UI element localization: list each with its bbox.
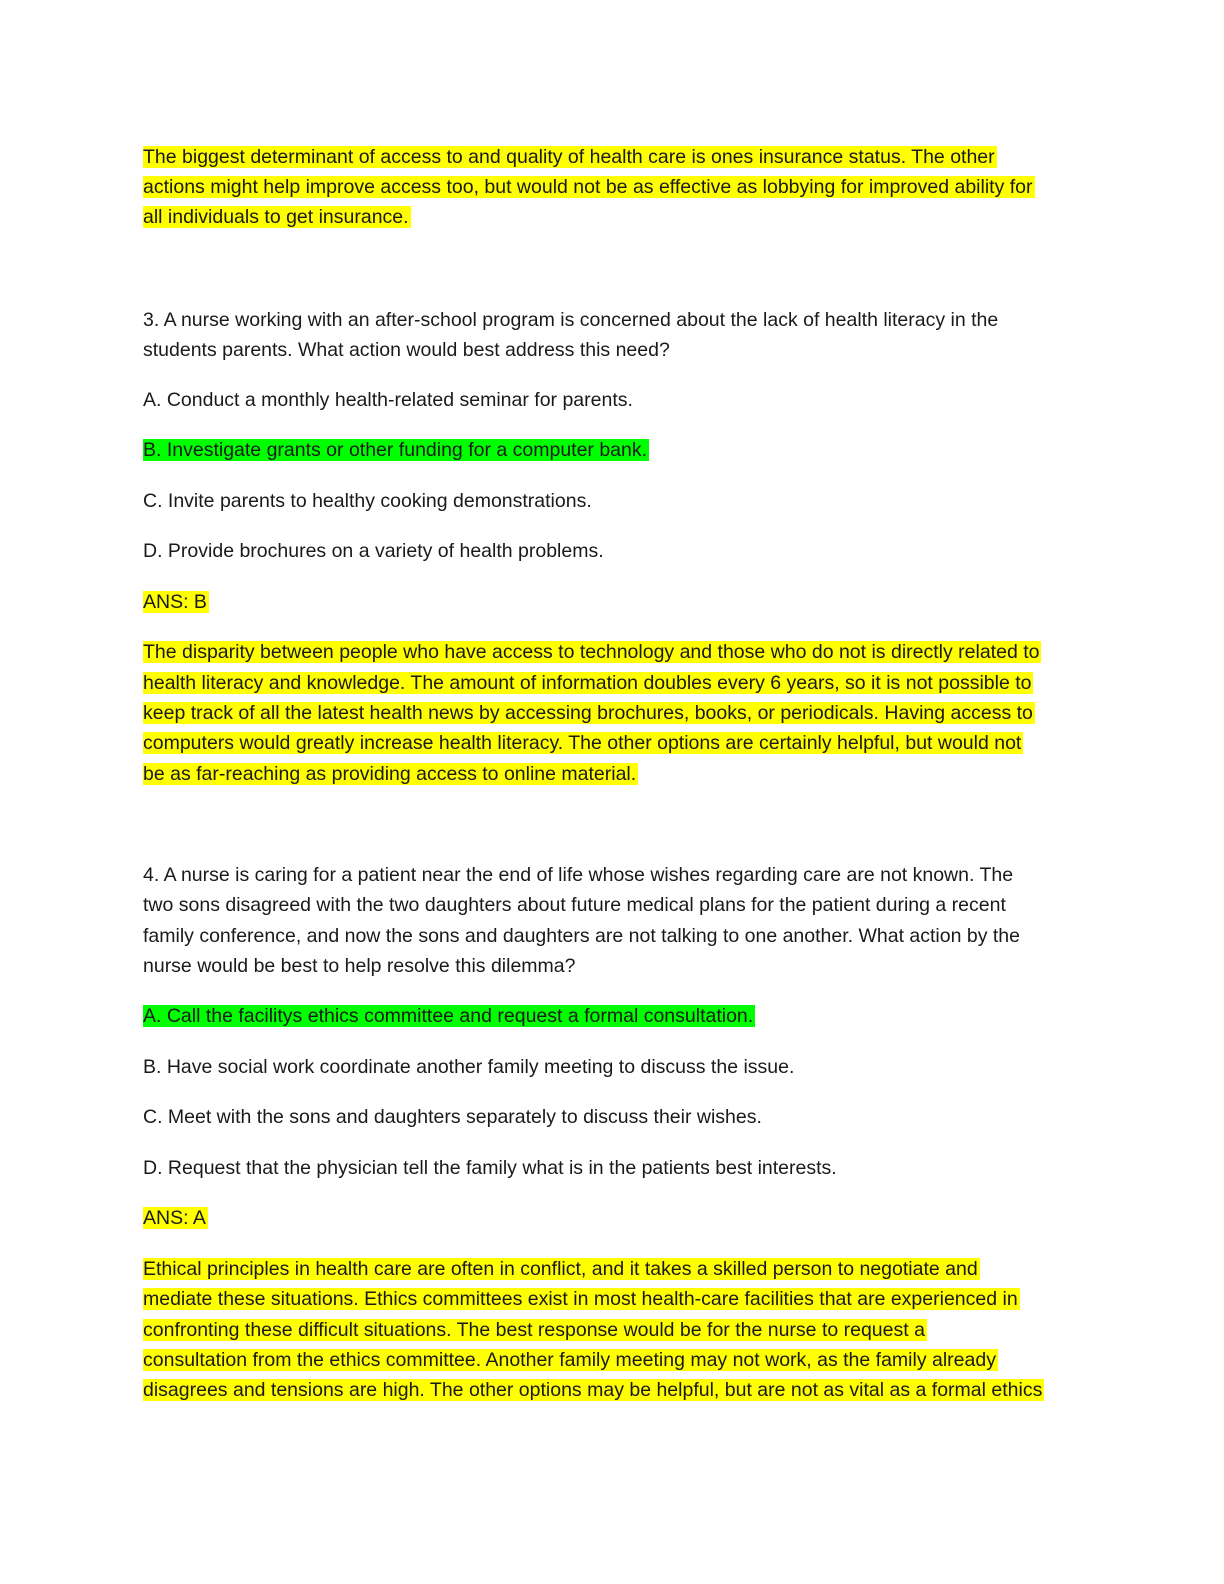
question-3-rationale-line: health literacy and knowledge. The amount of information doubles every 6 years, so it is not possible to [143, 672, 1032, 694]
question-3-rationale-line: The disparity between people who have access to technology and those who do not is directly related to [143, 641, 1040, 663]
question-3-option-c: C. Invite parents to healthy cooking demonstrations. [143, 490, 592, 512]
question-4-answer: ANS: A [143, 1207, 206, 1229]
question-4-option-c: C. Meet with the sons and daughters separately to discuss their wishes. [143, 1106, 762, 1128]
question-4-rationale-line: Ethical principles in health care are often in conflict, and it takes a skilled person to negotiate and [143, 1258, 978, 1280]
question-4-stem: nurse would be best to help resolve this dilemma? [143, 955, 576, 977]
question-3-rationale-line: keep track of all the latest health news by accessing brochures, books, or periodicals. Having access to [143, 702, 1033, 724]
question-4-option-d: D. Request that the physician tell the family what is in the patients best interests. [143, 1157, 837, 1179]
question-3-stem: students parents. What action would best address this need? [143, 339, 670, 361]
question-4-rationale-line: confronting these difficult situations. The best response would be for the nurse to request a [143, 1319, 925, 1341]
question-3-option-b-correct: B. Investigate grants or other funding for a computer bank. [143, 439, 648, 461]
question-3-option-a: A. Conduct a monthly health-related seminar for parents. [143, 389, 633, 411]
question-3-stem: 3. A nurse working with an after-school program is concerned about the lack of health literacy in the [143, 309, 999, 331]
question-4-option-a-correct: A. Call the facilitys ethics committee and request a formal consultation. [143, 1005, 754, 1027]
question-4-stem: family conference, and now the sons and daughters are not talking to one another. What action by the [143, 925, 1020, 947]
rationale-q2-line: The biggest determinant of access to and quality of health care is ones insurance status. The other [143, 146, 995, 168]
question-4-rationale-line: mediate these situations. Ethics committees exist in most health-care facilities that are experienced in [143, 1288, 1018, 1310]
question-3-rationale-line: be as far-reaching as providing access to online material. [143, 763, 637, 785]
rationale-q2-line: actions might help improve access too, but would not be as effective as lobbying for improved ability for [143, 176, 1033, 198]
question-3-option-d: D. Provide brochures on a variety of health problems. [143, 540, 604, 562]
question-4-option-b: B. Have social work coordinate another family meeting to discuss the issue. [143, 1056, 795, 1078]
question-4-stem: two sons disagreed with the two daughters about future medical plans for the patient during a recent [143, 894, 1006, 916]
question-4-rationale-line: consultation from the ethics committee. Another family meeting may not work, as the family already [143, 1349, 996, 1371]
question-3-answer: ANS: B [143, 591, 207, 613]
question-4-rationale-line: disagrees and tensions are high. The other options may be helpful, but are not as vital as a formal ethics [143, 1379, 1043, 1401]
question-4-stem: 4. A nurse is caring for a patient near the end of life whose wishes regarding care are not known. The [143, 864, 1014, 886]
question-3-rationale-line: computers would greatly increase health literacy. The other options are certainly helpful, but would not [143, 732, 1022, 754]
rationale-q2-line: all individuals to get insurance. [143, 206, 409, 228]
